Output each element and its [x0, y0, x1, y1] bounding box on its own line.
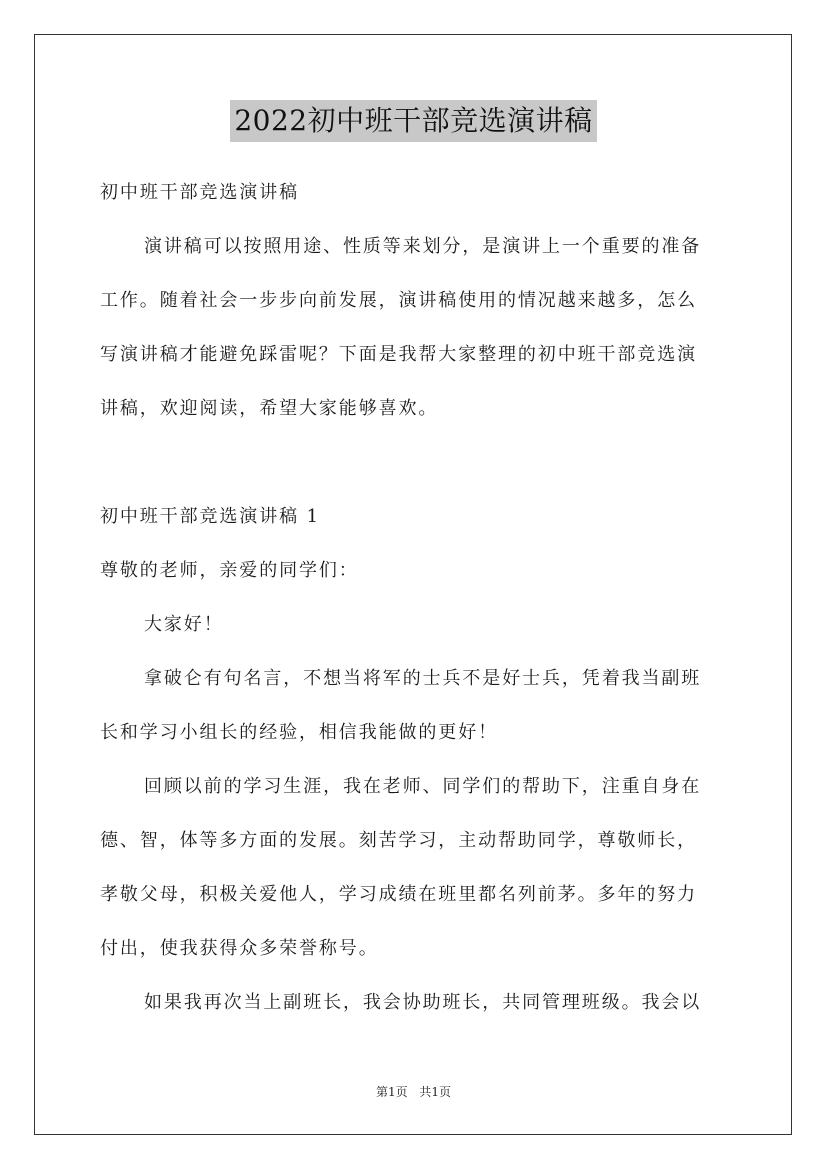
paragraph-line: 回顾以前的学习生涯，我在老师、同学们的帮助下，注重自身在 — [144, 776, 702, 797]
paragraph-line: 德、智，体等多方面的发展。刻苦学习，主动帮助同学，尊敬师长， — [100, 830, 697, 851]
title-container — [0, 100, 827, 142]
document-title: 2022初中班干部竞选演讲稿 — [230, 100, 596, 142]
paragraph-line: 演讲稿可以按照用途、性质等来划分，是演讲上一个重要的准备 — [144, 236, 702, 257]
paragraph-line: 工作。随着社会一步步向前发展，演讲稿使用的情况越来越多，怎么 — [100, 290, 697, 311]
section-heading: 初中班干部竞选演讲稿 1 — [100, 506, 320, 527]
greeting-line: 大家好！ — [144, 614, 224, 635]
page-number: 第1页 — [375, 1085, 408, 1099]
subtitle-line: 初中班干部竞选演讲稿 — [100, 182, 299, 203]
page-total: 共1页 — [419, 1085, 452, 1099]
salutation-line: 尊敬的老师，亲爱的同学们： — [100, 560, 359, 581]
paragraph-line: 讲稿，欢迎阅读，希望大家能够喜欢。 — [100, 398, 439, 419]
paragraph-line: 孝敬父母，积极关爱他人，学习成绩在班里都名列前茅。多年的努力 — [100, 884, 697, 905]
paragraph-line: 写演讲稿才能避免踩雷呢？下面是我帮大家整理的初中班干部竞选演 — [100, 344, 697, 365]
paragraph-line: 如果我再次当上副班长，我会协助班长，共同管理班级。我会以 — [144, 992, 702, 1013]
paragraph-line: 拿破仑有句名言，不想当将军的士兵不是好士兵，凭着我当副班 — [144, 668, 702, 689]
paragraph-line: 长和学习小组长的经验，相信我能做的更好！ — [100, 722, 498, 743]
page-footer — [0, 1084, 827, 1100]
paragraph-line: 付出，使我获得众多荣誉称号。 — [100, 938, 379, 959]
